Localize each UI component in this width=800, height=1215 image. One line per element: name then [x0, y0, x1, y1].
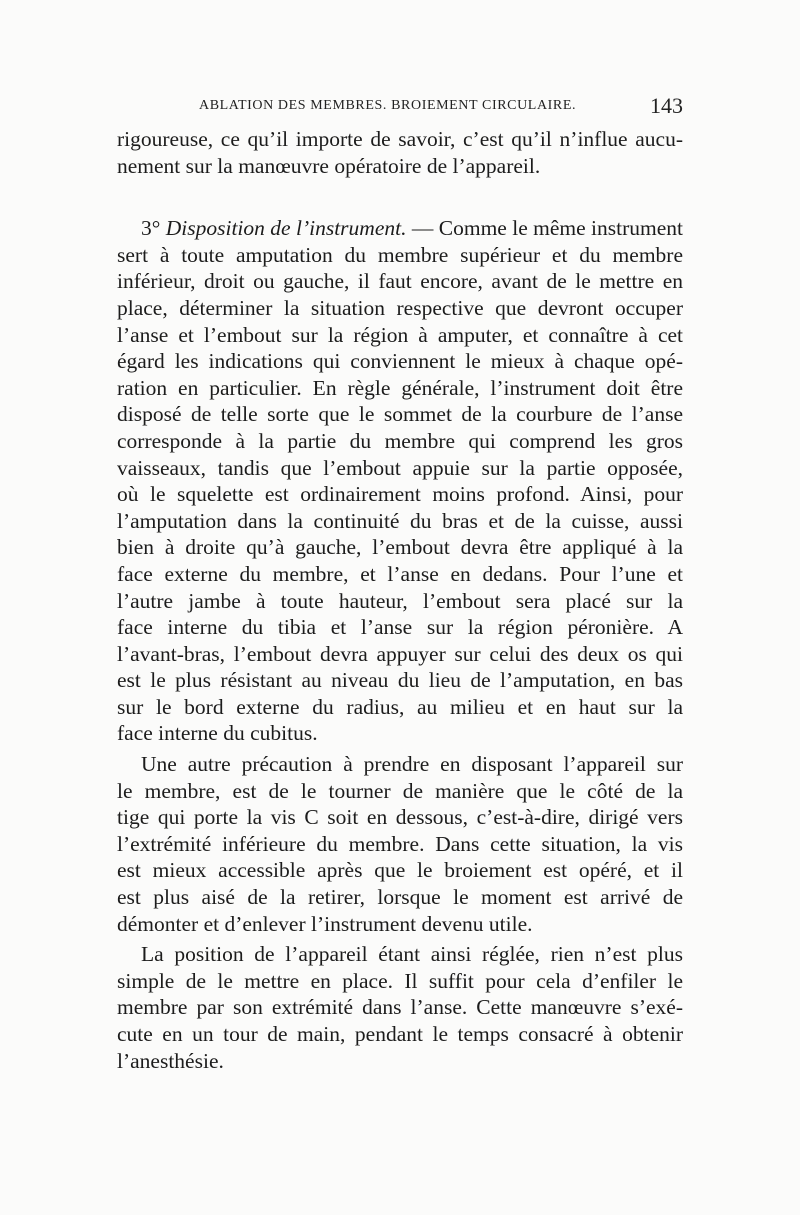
page-number: 143 — [650, 93, 683, 118]
text-line: Comme le même instrument — [438, 216, 684, 241]
text-line: vaisseaux, tandis que l’embout appuie sur la partie opposée, — [117, 455, 683, 480]
text-line: simple de le mettre en place. Il suffit pour cela d’enfiler le — [117, 968, 683, 993]
paragraph-continuation — [117, 126, 683, 179]
text-line: est le plus résistant au niveau du lieu de l’amputation, en bas — [117, 668, 683, 693]
text-line: rigoureuse, ce qu’il importe de savoir, c’est qu’il n’influe aucu- — [117, 127, 683, 151]
text-line: place, déterminer la situation respective que devront occuper — [117, 295, 683, 320]
text-line: l’extrémité inférieure du membre. Dans cette situation, la vis — [117, 831, 683, 856]
text-line: l’amputation dans la continuité du bras et de la cuisse, aussi — [117, 508, 683, 533]
text-line: égard les indications qui conviennent le mieux à chaque opé- — [117, 349, 683, 374]
running-title: ABLATION DES MEMBRES. BROIEMENT CIRCULAIRE. — [199, 98, 577, 113]
text-line: l’avant-bras, l’embout devra appuyer sur celui des deux os qui — [117, 641, 683, 666]
text-line: corresponde à la partie du membre qui comprend les gros — [117, 428, 683, 453]
text-line: l’anse et l’embout sur la région à amputer, et connaître à cet — [117, 322, 683, 347]
text-line: où le squelette est ordinairement moins profond. Ainsi, pour — [117, 482, 683, 507]
text-line: sur le bord externe du radius, au milieu et en haut sur la — [117, 694, 683, 719]
text-line: est plus aisé de la retirer, lorsque le moment est arrivé de — [117, 885, 683, 910]
body-text — [117, 126, 683, 1074]
text-line: inférieur, droit ou gauche, il faut encore, avant de le mettre en — [117, 269, 683, 294]
text-line: bien à droite qu’à gauche, l’embout devra être appliqué à la — [117, 535, 683, 560]
section-heading-line — [117, 215, 683, 242]
paragraph-position — [117, 941, 683, 1074]
running-header — [117, 93, 683, 120]
text-line: La position de l’appareil étant ainsi réglée, rien n’est plus — [141, 942, 683, 967]
text-line: le membre, est de le tourner de manière que le côté de la — [117, 778, 683, 803]
text-line: membre par son extrémité dans l’anse. Cette manœuvre s’exé- — [117, 995, 683, 1020]
text-line: ration en particulier. En règle générale, l’instrument doit être — [117, 375, 683, 400]
text-line: face interne du cubitus. — [117, 721, 318, 746]
text-line: sert à toute amputation du membre supérieur et du membre — [117, 242, 683, 267]
text-line: tige qui porte la vis C soit en dessous, c’est-à-dire, dirigé vers — [117, 805, 683, 830]
section-paragraph-disposition — [117, 215, 683, 747]
text-line: l’anesthésie. — [117, 1048, 224, 1073]
text-line: démonter et d’enlever l’instrument devenu utile. — [117, 911, 533, 936]
text-line: disposé de telle sorte que le sommet de la courbure de l’anse — [117, 402, 683, 427]
section-heading: Disposition de l’instrument. — [165, 216, 407, 241]
text-line: l’autre jambe à toute hauteur, l’embout sera placé sur la — [117, 588, 683, 613]
text-line: face interne du tibia et l’anse sur la région péronière. A — [117, 615, 683, 640]
text-line: Une autre précaution à prendre en disposant l’appareil sur — [141, 752, 683, 777]
text-line: nement sur la manœuvre opératoire de l’appareil. — [117, 153, 541, 178]
paragraph-precaution — [117, 751, 683, 937]
text-line: face externe du membre, et l’anse en dedans. Pour l’une et — [117, 561, 683, 586]
text-line: est mieux accessible après que le broiement est opéré, et il — [117, 858, 683, 883]
text-line: cute en un tour de main, pendant le temps consacré à obtenir — [117, 1022, 683, 1046]
heading-dash: — — [411, 216, 434, 241]
section-number: 3° — [141, 216, 161, 241]
